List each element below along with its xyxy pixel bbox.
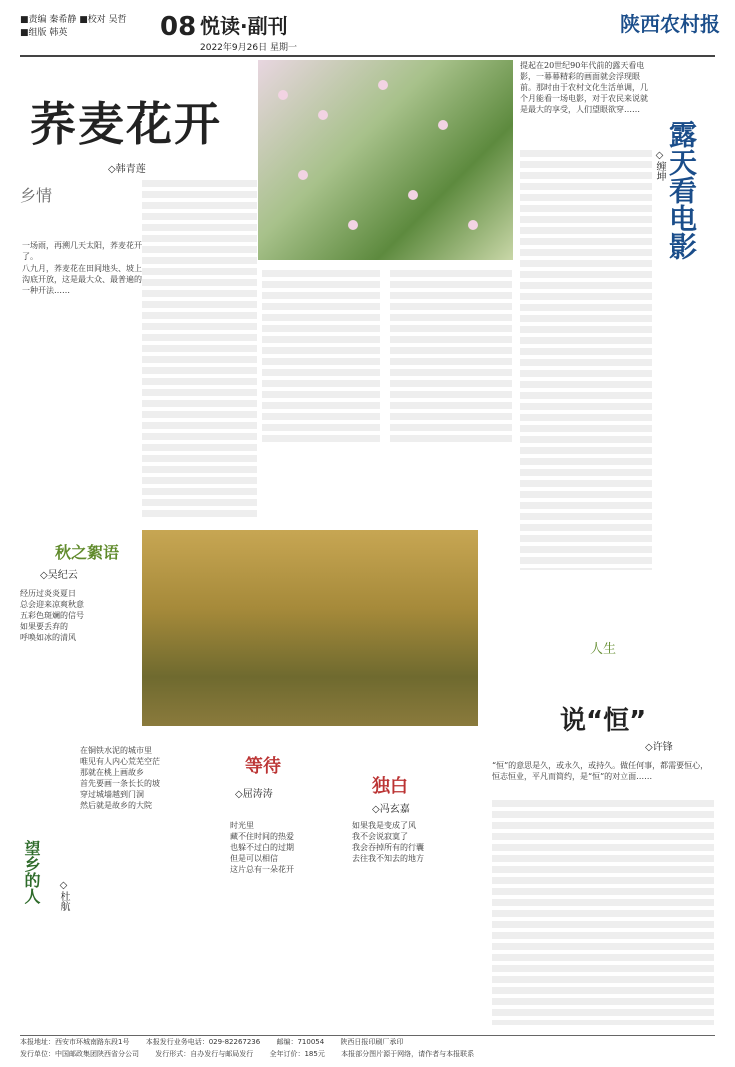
buckwheat-headline: 荞麦花开 xyxy=(30,97,222,151)
editor-line xyxy=(20,14,127,40)
footer xyxy=(20,1035,715,1060)
waiting-line: 也躲不过白的过期 xyxy=(230,843,294,852)
hometown-line: 在铜铁水泥的城市里 xyxy=(80,746,152,755)
alone-line: 去往我不知去的地方 xyxy=(352,854,424,863)
hometown-line: 穿过城墙越到门洞 xyxy=(80,790,144,799)
heng-body-text xyxy=(492,800,714,1025)
designer-text: ■组版 韩英 xyxy=(20,28,68,38)
buckwheat-lead: 一场雨，再溯几天太阳，荞麦花开了。 xyxy=(22,241,142,261)
buckwheat-byline: ◇韩青莲 xyxy=(108,164,146,175)
issue-date: 2022年9月26日 星期一 xyxy=(200,43,297,53)
waiting-line: 这片总有一朵花开 xyxy=(230,865,294,874)
footer-note: 本报部分图片源于网络，请作者与本报联系 xyxy=(341,1050,475,1058)
section-title: 悦读·副刊 xyxy=(200,14,288,38)
buckwheat-para: 八九月，荞麦花在田间地头、坡上沟底开放，这是最大众、最普遍的一种开法…… xyxy=(22,264,142,295)
heng-para: “恒”的意思是久，或永久，或持久。做任何事，都需要恒心，恒志恒业，平凡而简约，是“恒”的对立面…… xyxy=(492,761,709,781)
hometown-line: 首先要画一条长长的坡 xyxy=(80,779,160,788)
alone-line: 我会吞掉所有的行囊 xyxy=(352,843,424,852)
footer-postcode: 邮编：710054 xyxy=(276,1038,325,1046)
autumn-line: 五彩色斑斓的信号 xyxy=(20,611,84,620)
waiting-line: 时光里 xyxy=(230,821,254,830)
autumn-poem-title: 秋之絮语 xyxy=(55,543,120,562)
page-number: 08 xyxy=(160,12,197,42)
waiting-poem-title: 等待 xyxy=(245,756,281,777)
hometown-poem-author: ◇杜航 xyxy=(58,880,69,911)
hometown-line: 那就在桃上画故乡 xyxy=(80,768,144,777)
footer-distribution: 发行单位：中国邮政集团陕西省分公司 xyxy=(20,1050,139,1058)
autumn-poem-author: ◇吴纪云 xyxy=(40,570,78,581)
heng-tag: 人生 xyxy=(590,642,617,657)
footer-printer: 陕西日报印刷厂承印 xyxy=(340,1038,404,1046)
buckwheat-body-text-3 xyxy=(390,270,512,445)
hometown-line: 唯见有人内心荒芜空茫 xyxy=(80,757,160,766)
alone-line: 如果我是变成了风 xyxy=(352,821,416,830)
autumn-line: 如果要丢弃的 xyxy=(20,622,68,631)
buckwheat-tag: 乡情 xyxy=(20,186,53,205)
buckwheat-photo xyxy=(258,60,513,260)
dew-movie-title: 露天看电影 xyxy=(665,120,698,260)
autumn-line: 总会迎来凉爽秋意 xyxy=(20,600,84,609)
waiting-line: 但是可以相信 xyxy=(230,854,278,863)
hometown-poem-lines xyxy=(80,745,210,811)
rice-field-photo xyxy=(142,530,478,726)
buckwheat-body-text xyxy=(142,180,257,520)
hometown-poem-title: 望乡的人 xyxy=(22,840,41,904)
dew-movie-para: 提起在20世纪90年代前的露天看电影，一幕幕精彩的画面就会浮现眼前。那时由于农村文化生活单调，几个月能看一场电影，对于农民来说就是最大的享受，人们望眼欲穿…… xyxy=(520,61,648,114)
heng-byline: ◇许锋 xyxy=(645,742,673,753)
newspaper-logo: 陕西农村报 xyxy=(620,12,720,36)
alone-poem-author: ◇冯玄嘉 xyxy=(372,804,410,815)
header-rule xyxy=(20,55,715,57)
footer-price: 全年订价：185元 xyxy=(269,1050,325,1058)
alone-poem-title: 独白 xyxy=(372,776,408,797)
waiting-poem-lines xyxy=(230,820,340,875)
footer-address: 本报地址：西安市环城南路东段1号 xyxy=(20,1038,130,1046)
dew-movie-body-text xyxy=(520,150,652,570)
waiting-poem-author: ◇屈涛涛 xyxy=(235,789,273,800)
buckwheat-body-text-2 xyxy=(262,270,380,445)
editor-text: ■责编 秦希静 ■校对 吴哲 xyxy=(20,15,127,25)
dew-movie-byline: ◇缠坤 xyxy=(654,150,665,181)
alone-line: 我不会说寂寞了 xyxy=(352,832,408,841)
footer-print: 发行形式：自办发行与邮局发行 xyxy=(155,1050,254,1058)
heng-title: 说“恒” xyxy=(560,706,647,736)
autumn-line: 经历过炎炎夏日 xyxy=(20,589,76,598)
waiting-line: 藏不住时间的热爱 xyxy=(230,832,294,841)
hometown-line: 然后就是故乡的大院 xyxy=(80,801,152,810)
autumn-line: 呼唤如冰的清风 xyxy=(20,633,76,642)
alone-poem-lines xyxy=(352,820,482,864)
footer-phone: 本报发行业务电话：029-82267236 xyxy=(145,1038,261,1046)
autumn-poem-lines xyxy=(20,588,140,643)
